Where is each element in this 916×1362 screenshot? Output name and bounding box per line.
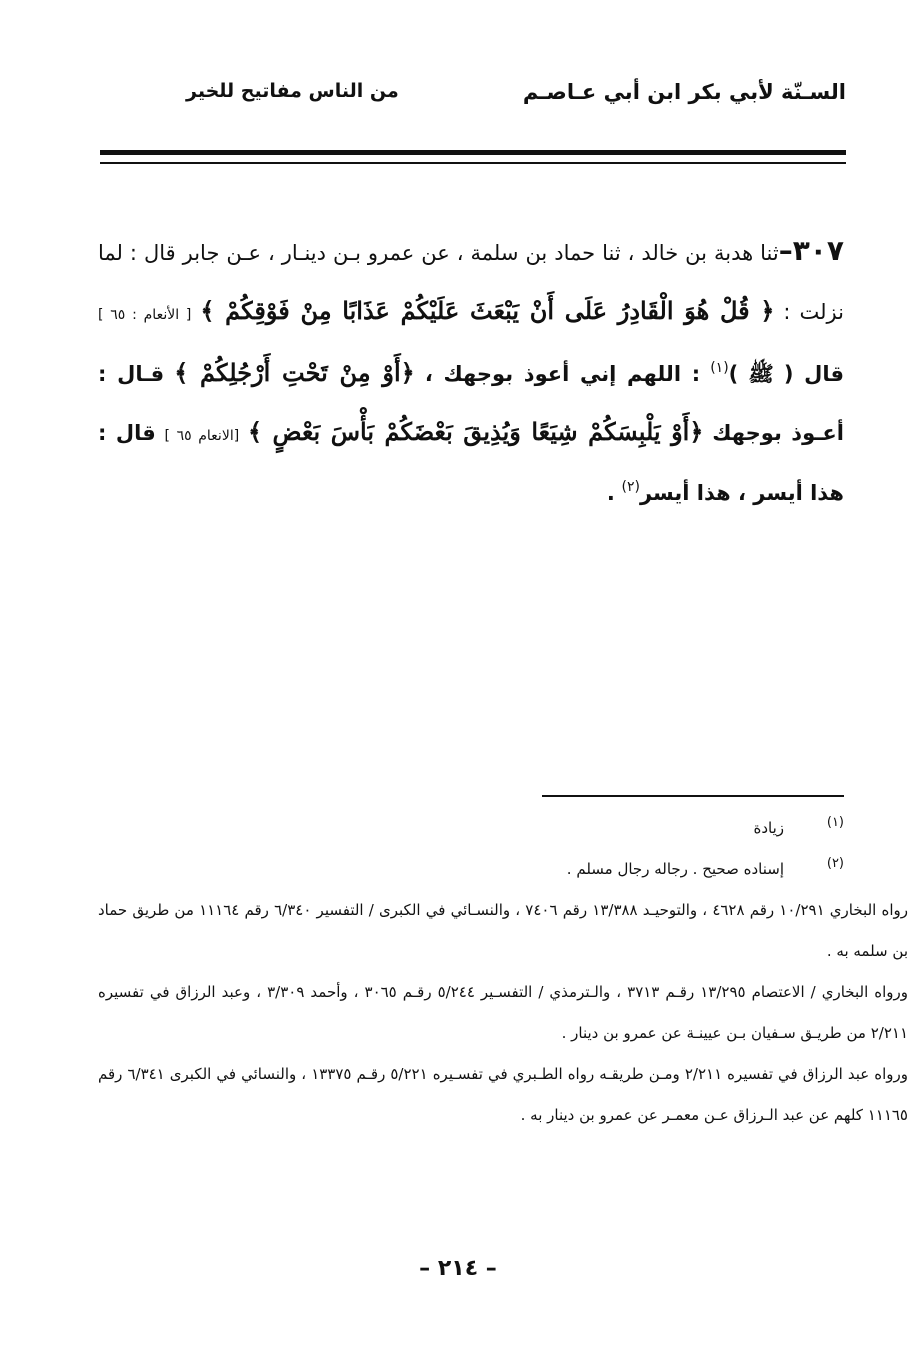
page-number: – ٢١٤ – (419, 1256, 497, 1281)
footnote-paragraph: ورواه البخاري / الاعتصام ١٣/٢٩٥ رقـم ٣٧١٣ ، والـترمذي / التفسـير ٥/٢٤٤ رقـم ٣٠٦٥ ، وأحمد ٣/٣٠٩ ، وعبد الرزاق في تفسيره ٢/٢١١ من طريـق سـفيان بـن عيينـة عن عمرو بن دينار . (98, 983, 909, 1042)
hadith-text (98, 222, 844, 522)
footnote-number: (٢) (826, 856, 844, 871)
hadith-dash: – (778, 234, 793, 267)
footnote-2 (98, 849, 846, 890)
quran-verse-2: ﴿أَوْ مِنْ تَحْتِ أَرْجُلِكُمْ ﴾ (174, 358, 415, 387)
hadith-isnad: ثنا هدبة بن خالد ، ثنا حماد بن سلمة ، عن عمرو بـن دينـار ، عـن جابر قال : لما نزلت : (98, 241, 844, 324)
quran-verse-3: ﴿أَوْ يَلْبِسَكُمْ شِيَعًا وَيُذِيقَ بَعْضَكُمْ بَأْسَ بَعْضٍ ﴾ (248, 417, 704, 446)
salutation-glyph: ﷺ (748, 362, 774, 386)
footnotes (98, 808, 909, 1136)
said-label: قال ( (783, 362, 844, 386)
footnote-number: (١) (826, 815, 844, 830)
footnote-1 (98, 808, 846, 849)
running-header (100, 80, 846, 120)
verse-reference-1: [ الأنعام : ٦٥ ] (98, 307, 192, 323)
dua-2: قـال : أعـوذ بوجهك (98, 362, 844, 445)
dua-1: : اللهم إني أعوذ بوجهك ، (424, 362, 701, 386)
hadith-end-dot: . (606, 481, 615, 505)
footnote-line: زيادة (753, 819, 784, 837)
footnote-2-continuation (98, 890, 908, 1136)
footnote-paragraph: ورواه عبد الرزاق في تفسيره ٢/٢١١ ومـن طريقـه رواه الطـبري في تفسـيره ٥/٢٢١ رقـم ١٣٣٧٥ ، والنسائي في الكبرى ٦/٣٤١ رقم ١١١٦٥ كلهم عن عبد الـرزاق عـن معمـر عن عمرو بن دينار به . (98, 1065, 909, 1124)
footnote-separator (542, 795, 844, 797)
hadith-ending: قال : هذا أيسر ، هذا أيسر (98, 421, 844, 505)
footnote-marker-2: (٢) (621, 479, 640, 495)
book-title: السـنّة لأبي بكر ابن أبي عـاصـم (522, 80, 846, 104)
said-close: ) (728, 362, 739, 386)
header-rule-thin (100, 162, 846, 164)
footnote-line: إسناده صحيح . رجاله رجال مسلم . (566, 860, 784, 878)
hadith-number: ٣٠٧ (792, 234, 844, 267)
footnote-marker-1: (١) (710, 360, 729, 376)
verse-reference-2: [الانعام ٦٥ ] (164, 428, 240, 444)
header-rule-thick (100, 150, 846, 155)
quran-verse-1: ﴿ قُلْ هُوَ الْقَادِرُ عَلَى أَنْ يَبْعَثَ عَلَيْكُمْ عَذَابًا مِنْ فَوْقِكُمْ ﴾ (200, 296, 775, 325)
chapter-title: من الناس مفاتيح للخير (186, 80, 399, 102)
footnote-paragraph: رواه البخاري ١٠/٢٩١ رقم ٤٦٢٨ ، والتوحيـد ١٣/٣٨٨ رقم ٧٤٠٦ ، والنسـائي في الكبرى / التفسير ٦/٣٤٠ رقم ١١١٦٤ من طريق حماد بن سلمه به . (98, 901, 908, 960)
